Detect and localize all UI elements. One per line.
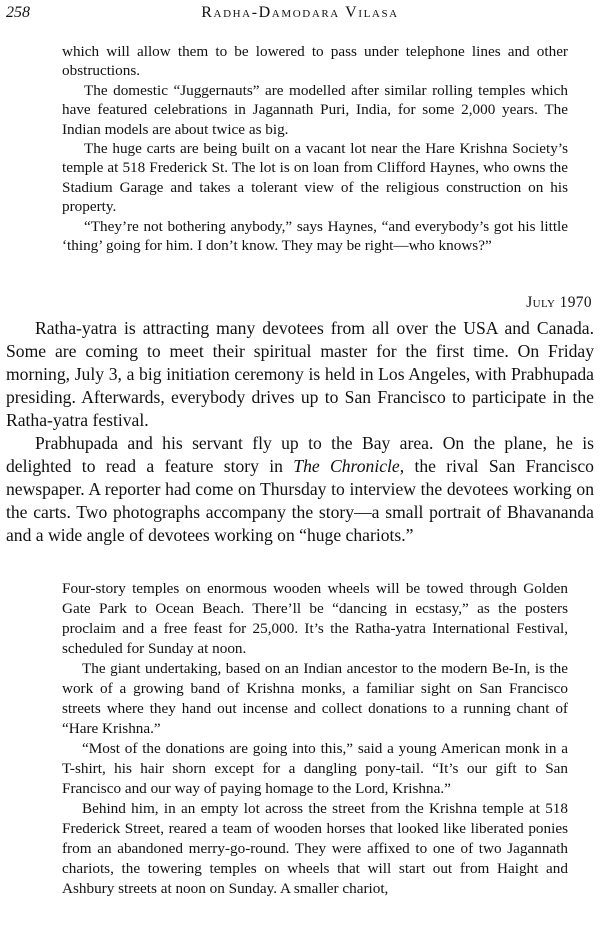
date-heading: July 1970 (526, 294, 592, 311)
quote-paragraph: “Most of the donations are going into this,” said a young American monk in a T-shirt, his hair shorn except for a dangling pony-tail. “It’s our gift to San Francisco and our way of paying homage to the Lord, Krishna.” (62, 740, 568, 797)
body-paragraph: Ratha-yatra is attracting many devotees from all over the USA and Canada. Some are coming to meet their spiritual master for the first time. On Friday morning, July 3, a big initiation ceremony is held in Los Angeles, with Prabhupada presiding. Afterwards, everybody drives up to San Francisco to participate in the Ratha-yatra festival. (6, 318, 594, 430)
main-text (6, 317, 594, 547)
quote-paragraph: The domestic “Juggernauts” are modelled after similar rolling temples which have featured celebrations in Jagannath Puri, India, for some 2,000 years. The Indian models are about twice as big. (62, 81, 568, 138)
newspaper-quote-continued (62, 42, 568, 255)
body-text: , the rival San Francisco newspaper. A reporter had come on Thursday to interview the devotees working on the carts. Two photographs accompany the story—a small portrait of Bhavananda and a wide angle of devotees working on “huge chariots.” (6, 456, 594, 545)
book-title: Radha-Damodara Vilasa (201, 4, 399, 21)
quote-paragraph: Four-story temples on enormous wooden wheels will be towed through Golden Gate Park to Ocean Beach. There’ll be “dancing in ecstasy,” as the posters proclaim and a free feast for 25,000. It’s the Ratha-yatra International Festival, scheduled for Sunday at noon. (62, 580, 568, 657)
body-text: Prabhupada and his servant fly up to the Bay area. On the plane, he is delighted to read a feature story in (6, 433, 594, 476)
running-head (6, 4, 594, 26)
quote-paragraph: “They’re not bothering anybody,” says Haynes, “and everybody’s got his little ‘thing’ going for him. I don’t know. They may be right—who knows?” (62, 217, 568, 255)
chronicle-article-quote (62, 579, 568, 899)
body-paragraph (6, 432, 594, 547)
newspaper-title: The Chronicle (293, 456, 400, 476)
quote-paragraph: The giant undertaking, based on an Indian ancestor to the modern Be-In, is the work of a growing band of Krishna monks, a familiar sight on San Francisco streets where they hand out incense and collect donations to a running chant of “Hare Krishna.” (62, 660, 568, 737)
page-number: 258 (6, 4, 30, 21)
quote-paragraph: which will allow them to be lowered to pass under telephone lines and other obstructions. (62, 43, 568, 80)
quote-paragraph: The huge carts are being built on a vacant lot near the Hare Krishna Society’s temple at 518 Frederick St. The lot is on loan from Clifford Haynes, who owns the Stadium Garage and takes a tolerant view of the religious construction on his property. (62, 140, 568, 216)
quote-paragraph: Behind him, in an empty lot across the street from the Krishna temple at 518 Frederick Street, reared a team of wooden horses that looked like liberated ponies from an abandoned merry-go-round. They were affixed to one of two Jagannath chariots, the towering temples on wheels that will start out from Haight and Ashbury streets at noon on Sunday. A smaller chariot, (62, 800, 568, 897)
